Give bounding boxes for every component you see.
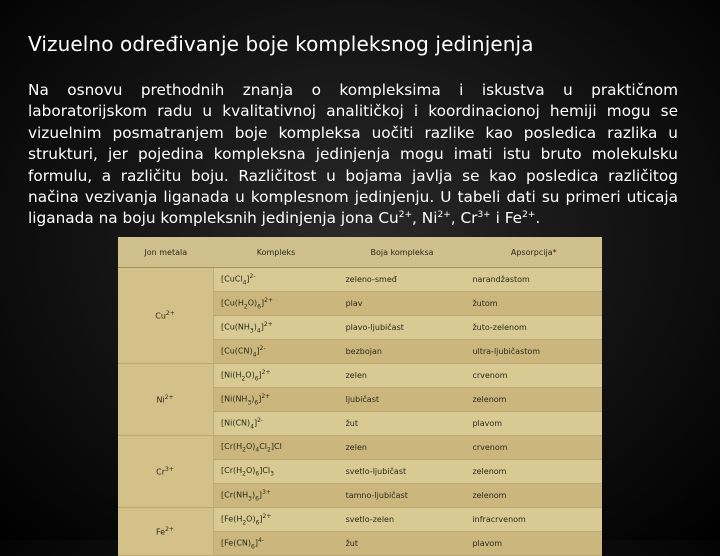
cell-absorption: zelenom [465, 388, 602, 412]
table-row [118, 436, 602, 460]
cell-complex: $[Cr(H_2O)_6]Cl_3$ [214, 460, 339, 484]
header-ion: Jon metala [118, 237, 214, 268]
complex-color-table [118, 237, 602, 551]
cell-complex: $[Cr(NH_3)_6]^{3+}$ [214, 484, 339, 508]
cell-color: žut [339, 532, 466, 556]
table-header-row [118, 237, 602, 268]
cell-color: zelen [339, 436, 466, 460]
slide-title: Vizuelno određivanje boje kompleksnog jedinjenja [28, 32, 534, 56]
cell-complex: $[Ni(CN)_4]^{2-}$ [214, 412, 339, 436]
cell-absorption: zelenom [465, 460, 602, 484]
cell-color: bezbojan [339, 340, 466, 364]
cell-absorption: ultra-ljubičastom [465, 340, 602, 364]
cell-absorption: žutom [465, 292, 602, 316]
cell-absorption: crvenom [465, 364, 602, 388]
cell-metal-ion: $Cr^{3+}$ [118, 436, 214, 508]
cell-complex: $[Cr(H_2O)_4Cl_2]Cl$ [214, 436, 339, 460]
cell-complex: $[Fe(H_2O)_6]^{2+}$ [214, 508, 339, 532]
header-complex: Kompleks [214, 237, 339, 268]
cell-absorption: plavom [465, 532, 602, 556]
cell-complex: $[Cu(NH_3)_4]^{2+}$ [214, 316, 339, 340]
table-row [118, 268, 602, 292]
cell-absorption: infracrvenom [465, 508, 602, 532]
cell-absorption: crvenom [465, 436, 602, 460]
cell-color: tamno-ljubičast [339, 484, 466, 508]
cell-metal-ion: $Cu^{2+}$ [118, 268, 214, 364]
cell-complex: $[Ni(H_2O)_6]^{2+}$ [214, 364, 339, 388]
cell-metal-ion: $Fe^{2+}$ [118, 508, 214, 556]
table-row [118, 508, 602, 532]
cell-color: plavo-ljubičast [339, 316, 466, 340]
cell-color: svetlo-zelen [339, 508, 466, 532]
cell-complex: $[Cu(CN)_4]^{2-}$ [214, 340, 339, 364]
cell-absorption: žuto-zelenom [465, 316, 602, 340]
header-absorption: Apsorpcija* [465, 237, 602, 268]
cell-absorption: narandžastom [465, 268, 602, 292]
cell-color: plav [339, 292, 466, 316]
cell-complex: [CuCl$_4$]$^{2-}$ [214, 268, 339, 292]
cell-color: svetlo-ljubičast [339, 460, 466, 484]
cell-color: zeleno-smeđ [339, 268, 466, 292]
cell-color: ljubičast [339, 388, 466, 412]
cell-complex: $[Fe(CN)_6]^{4-}$ [214, 532, 339, 556]
cell-metal-ion: $Ni^{2+}$ [118, 364, 214, 436]
table-row [118, 364, 602, 388]
header-color: Boja kompleksa [339, 237, 466, 268]
cell-color: žut [339, 412, 466, 436]
intro-paragraph: Na osnovu prethodnih znanja o kompleksima i iskustva u praktičnom laboratorijskom radu u kvalitativnoj analitičkoj i koordinacionoj hemiji mogu se vizuelnim posmatranjem boje kompleksa uočiti razlike kao posledica razlika u strukturi, jer pojedina kompleksna jedinjenja mogu imati istu bruto molekulsku formulu, a različitu boju. Različitost u bojama javlja se kao posledica različitog načina vezivanja liganada u komplesnom jedinjenju. U tabeli dati su primeri uticaja liganada na boju kompleksnih jedinjenja jona $Cu^{2+}$, $Ni^{2+}$, $Cr^{3+}$ i $Fe^{2+}$. [28, 81, 678, 228]
cell-color: zelen [339, 364, 466, 388]
cell-absorption: plavom [465, 412, 602, 436]
cell-complex: $[Cu(H_2O)_6]^{2+}$ [214, 292, 339, 316]
cell-absorption: zelenom [465, 484, 602, 508]
cell-complex: $[Ni(NH_3)_6]^{2+}$ [214, 388, 339, 412]
